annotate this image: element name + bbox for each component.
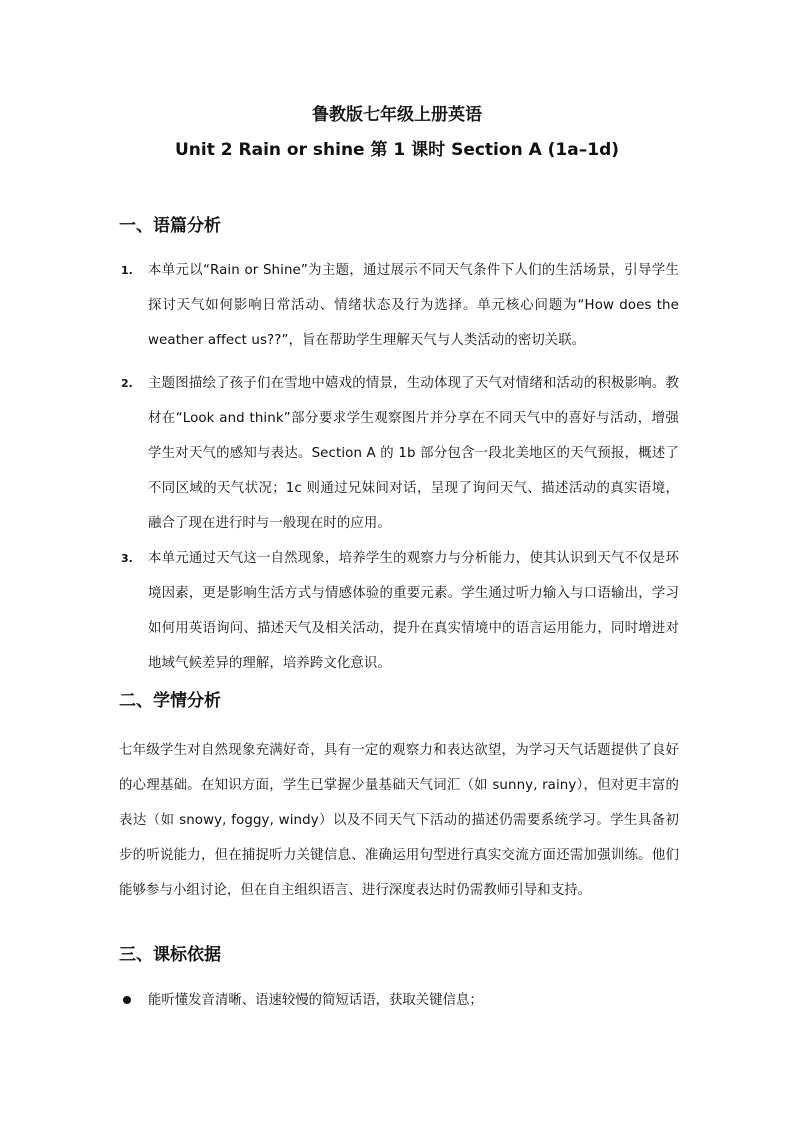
bullet-list-item-text: 能听懂发音清晰、语速较慢的简短话语，获取关键信息； [148, 993, 483, 1008]
section-heading-student-analysis: 二、学情分析 [119, 691, 221, 711]
document-subtitle: Unit 2 Rain or shine 第 1 课时 Section A (1a–1d) [174, 140, 620, 160]
student-analysis-paragraph: 七年级学生对自然现象充满好奇，具有一定的观察力和表达欲望，为学习天气话题提供了良好的心理基础。在知识方面，学生已掌握少量基础天气词汇（如 sunny, rainy），但对更丰富的表达（如 snowy, foggy, windy）以及不同天气下活动的描述仍需要系统学习。学生具备初步的听说能力，但在捕捉听力关键信息、准确运用句型进行真实交流方面还需加强训练。他们能够参与小组讨论，但在自主组织语言、进行深度表达时仍需教师引导和支持。 [119, 743, 679, 898]
bullet-dot-icon [123, 996, 131, 1004]
list-item-number: 2. [121, 377, 133, 390]
list-item [119, 541, 679, 681]
bullet-list-item [119, 983, 679, 1018]
list-item-number: 1. [121, 264, 133, 277]
section-heading-discourse-analysis: 一、语篇分析 [119, 216, 221, 236]
list-item-number: 3. [121, 552, 133, 565]
list-item [119, 253, 679, 358]
list-item-text: 主题图描绘了孩子们在雪地中嬉戏的情景，生动体现了天气对情绪和活动的积极影响。教材在“Look and think”部分要求学生观察图片并分享在不同天气中的喜好与活动，增强学生对天气的感知与表达。Section A 的 1b 部分包含一段北美地区的天气预报，概述了不同区域的天气状况；1c 则通过兄妹间对话，呈现了询问天气、描述活动的真实语境，融合了现在进行时与一般现在时的应用。 [148, 376, 679, 531]
section-heading-curriculum-basis: 三、课标依据 [119, 945, 221, 965]
list-item-text: 本单元通过天气这一自然现象，培养学生的观察力与分析能力，使其认识到天气不仅是环境因素，更是影响生活方式与情感体验的重要元素。学生通过听力输入与口语输出，学习如何用英语询问、描述天气及相关活动，提升在真实情境中的语言运用能力，同时增进对地域气候差异的理解，培养跨文化意识。 [148, 551, 679, 671]
list-item [119, 366, 679, 541]
document-title: 鲁教版七年级上册英语 [312, 105, 482, 125]
list-item-text: 本单元以“Rain or Shine”为主题，通过展示不同天气条件下人们的生活场景，引导学生探讨天气如何影响日常活动、情绪状态及行为选择。单元核心问题为“How does the weather affect us??”，旨在帮助学生理解天气与人类活动的密切关联。 [148, 263, 679, 348]
